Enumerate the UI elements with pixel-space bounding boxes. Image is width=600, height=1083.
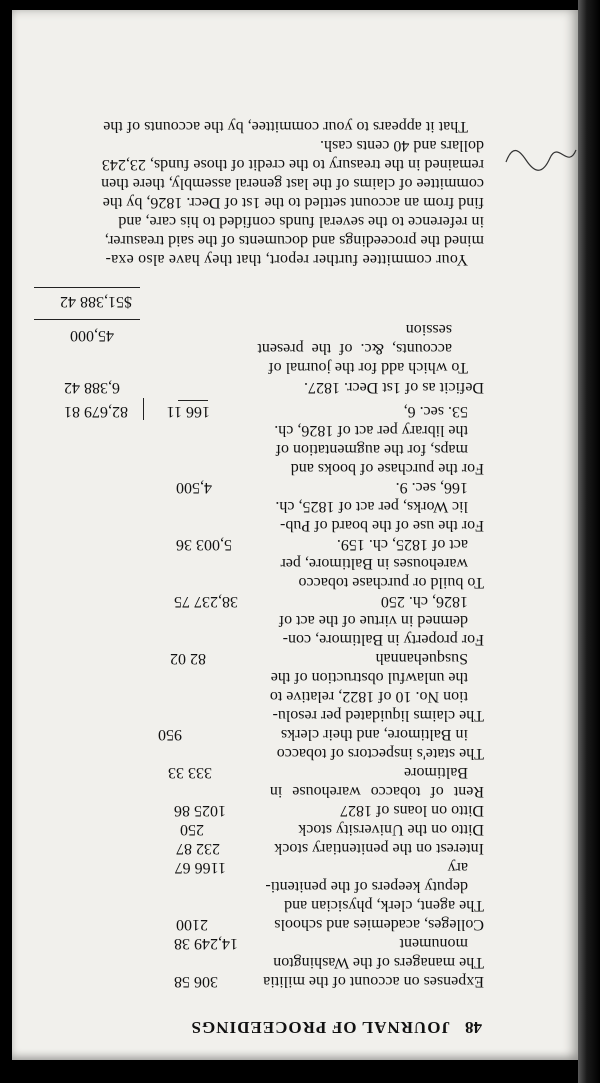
expense-amount: 82 02 bbox=[170, 650, 206, 667]
expense-line: For the use of the board of Pub- bbox=[280, 517, 484, 534]
expense-line: in Baltimore, and their clerks bbox=[280, 726, 468, 743]
expense-line: the unlawful obstruction of the bbox=[270, 669, 468, 686]
report-line: committee of claims of the last general assembly, there then bbox=[101, 175, 484, 192]
expense-line: Rent of tobacco warehouse in bbox=[269, 783, 484, 800]
expense-amount: 306 58 bbox=[174, 973, 218, 990]
expense-line: The managers of the Washington bbox=[273, 954, 484, 971]
expense-line: the library per act of 1826, ch. bbox=[274, 422, 468, 439]
expense-line: 53. sec. 6, bbox=[403, 403, 468, 420]
page-number: 48 bbox=[465, 1018, 482, 1037]
expense-line: Ditto on loans of 1827 bbox=[340, 802, 484, 819]
expense-amount: 232 87 bbox=[176, 840, 220, 857]
expense-line: The claims liquidated per resolu- bbox=[272, 707, 484, 724]
report-line: dollars and 40 cents cash. bbox=[320, 137, 484, 154]
expense-amount: 5,003 36 bbox=[176, 536, 232, 553]
expense-subtotal: 82,679 81 bbox=[64, 403, 128, 420]
expense-amount: 14,249 38 bbox=[174, 935, 238, 952]
column-rule bbox=[143, 398, 144, 420]
expense-amount: 38,237 75 bbox=[174, 593, 238, 610]
expense-amount: 950 bbox=[158, 726, 182, 743]
report-line: in reference to the several funds confided to his care, and bbox=[118, 213, 484, 230]
add-line: session bbox=[405, 321, 452, 338]
expense-line: deputy keepers of the penitenti- bbox=[265, 878, 468, 895]
expense-line: tion No. 10 of 1822, relative to bbox=[269, 688, 468, 705]
report-line: remained in the treasury to the credit of those funds, 23,243 bbox=[101, 156, 484, 173]
expense-line: 166, sec. 9. bbox=[395, 479, 468, 496]
add-value: 45,000 bbox=[70, 327, 114, 344]
expense-line: Interest on the penitentiary stock bbox=[274, 840, 484, 857]
expense-line: demned in virtue of the act of bbox=[278, 612, 468, 629]
expense-line: Colleges, academies and schools bbox=[274, 916, 484, 933]
expense-line: ary bbox=[447, 859, 468, 876]
expense-amount: 4,500 bbox=[176, 479, 212, 496]
subtotal-rule bbox=[178, 400, 208, 401]
running-title: JOURNAL OF PROCEEDINGS bbox=[190, 1018, 450, 1037]
deficit-value: 6,388 42 bbox=[64, 379, 120, 396]
expense-line: Ditto on the University stock bbox=[298, 821, 484, 838]
rotated-page-content bbox=[12, 10, 578, 1060]
expense-line: warehouses in Baltimore, per bbox=[280, 555, 468, 572]
add-line: accounts, &c. of the present bbox=[257, 340, 452, 357]
deficit-total: $51,388 42 bbox=[60, 293, 132, 310]
expense-amount: 333 33 bbox=[168, 764, 212, 781]
expense-amount: 1166 67 bbox=[174, 859, 226, 876]
total-underline bbox=[34, 287, 140, 288]
report-line: Your committee further report, that they have also exa- bbox=[105, 251, 468, 268]
expense-line: To build or purchase tobacco bbox=[298, 574, 484, 591]
expense-line: Baltimore bbox=[404, 764, 468, 781]
expense-line: Expenses on account of the militia bbox=[263, 973, 484, 990]
expense-line: The state's inspectors of tobacco bbox=[276, 745, 484, 762]
deficit-label: Deficit as of 1st Decr. 1827. bbox=[304, 379, 484, 396]
expense-line: 1826, ch. 250 bbox=[380, 593, 468, 610]
expense-line: act of 1825, ch. 159. bbox=[336, 536, 468, 553]
expense-amount: 1025 86 bbox=[174, 802, 226, 819]
expense-amount: 250 bbox=[180, 821, 204, 838]
expense-line: Susquehannah bbox=[375, 650, 468, 667]
report-line: mined the proceedings and documents of the said treasurer, bbox=[104, 232, 484, 249]
expense-line: For the purchase of books and bbox=[290, 460, 484, 477]
expense-amount: 2100 bbox=[176, 916, 208, 933]
total-rule bbox=[34, 319, 140, 320]
report-line: find from an account settled to the 1st of Decr. 1826, by the bbox=[102, 194, 484, 211]
expense-amount: 166 11 bbox=[166, 403, 210, 420]
expense-line: monument bbox=[399, 935, 468, 952]
pencil-mark bbox=[502, 130, 582, 190]
expense-line: lic Works, per act of 1825, ch. bbox=[275, 498, 468, 515]
expense-line: For property in Baltimore, con- bbox=[282, 631, 484, 648]
add-line: To which add for the journal of bbox=[268, 359, 468, 376]
expense-line: maps, for the augmentation of bbox=[275, 441, 468, 458]
expense-line: The agent, clerk, physician and bbox=[284, 897, 484, 914]
report-line: That it appears to your committee, by the accounts of the bbox=[103, 118, 468, 135]
